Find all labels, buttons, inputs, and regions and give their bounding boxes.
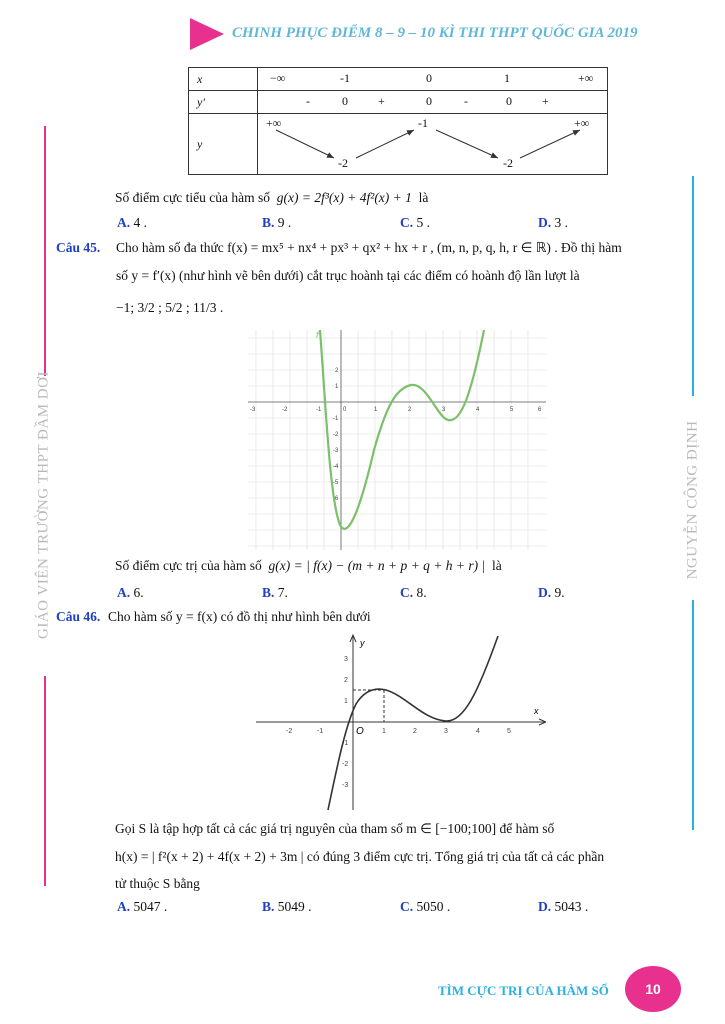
sign: - xyxy=(464,94,468,108)
sign: 0 xyxy=(426,94,432,108)
y-tick: -1 xyxy=(342,740,349,747)
x-tick: 5 xyxy=(510,407,514,413)
x-tick: 2 xyxy=(408,407,412,413)
y-tick: -2 xyxy=(342,761,349,768)
page-number: 10 xyxy=(625,966,681,1012)
q46-graph xyxy=(256,632,546,812)
q44-formula: g(x) = 2f³(x) + 4f²(x) + 1 xyxy=(276,190,412,205)
answer-b[interactable]: B. 9 . xyxy=(262,215,292,230)
footer-title: TÌM CỰC TRỊ CỦA HÀM SỐ xyxy=(438,983,609,998)
q46-para3: tử thuộc S bằng xyxy=(115,876,200,891)
origin-label: O xyxy=(356,726,364,737)
q45-graph xyxy=(248,330,546,550)
x-value: -1 xyxy=(340,71,350,85)
q45-ask: Số điểm cực trị của hàm số g(x) = | f(x) − (m + n + p + q + h + r) | là xyxy=(115,558,502,573)
x-tick: 3 xyxy=(444,728,448,735)
answer-c[interactable]: C. 5 . xyxy=(400,215,430,230)
y-tick: 2 xyxy=(335,368,339,374)
sign: 0 xyxy=(506,94,512,108)
y-tick: -4 xyxy=(333,464,339,470)
x-tick: 4 xyxy=(476,728,480,735)
x-tick: 0 xyxy=(343,407,347,413)
answer-d[interactable]: D. 3 . xyxy=(538,215,568,230)
y-tick: -3 xyxy=(333,448,339,454)
sign: 0 xyxy=(342,94,348,108)
x-value: −∞ xyxy=(270,71,286,85)
table-y-label: y xyxy=(189,114,258,175)
x-tick: -2 xyxy=(286,728,293,735)
x-tick: 5 xyxy=(507,728,511,735)
x-tick: -3 xyxy=(250,407,256,413)
y-axis-label: y xyxy=(360,638,365,648)
variation-arrows xyxy=(258,114,613,174)
y-tick: -6 xyxy=(333,496,339,502)
y-value: -2 xyxy=(338,156,348,170)
x-tick: 2 xyxy=(413,728,417,735)
y-value: -1 xyxy=(418,116,428,130)
y-tick: 1 xyxy=(335,384,339,390)
q45-label: Câu 45. xyxy=(56,240,101,255)
x-tick: 4 xyxy=(476,407,480,413)
y-tick: -5 xyxy=(333,480,339,486)
q44-text: Số điểm cực tiểu của hàm số g(x) = 2f³(x) + 4f²(x) + 1 là xyxy=(115,190,429,205)
q46-para1: Gọi S là tập hợp tất cả các giá trị nguyên của tham số m ∈ [−100;100] để hàm số xyxy=(115,821,555,836)
answer-a[interactable]: A. 6. xyxy=(117,585,144,600)
y-tick: -2 xyxy=(333,432,339,438)
answer-b[interactable]: B. 7. xyxy=(262,585,288,600)
y-tick: 3 xyxy=(344,656,348,663)
left-divider xyxy=(44,676,46,886)
y-tick: -3 xyxy=(342,782,349,789)
x-tick: 1 xyxy=(374,407,378,413)
q46-label: Câu 46. xyxy=(56,609,101,624)
x-tick: 3 xyxy=(442,407,446,413)
q46-para2: h(x) = | f²(x + 2) + 4f(x + 2) + 3m | có đúng 3 điểm cực trị. Tổng giá trị của tất cả các phần xyxy=(115,849,605,864)
answer-c[interactable]: C. 5050 . xyxy=(400,899,451,914)
table-yp-label: y' xyxy=(189,91,258,114)
sign: + xyxy=(542,94,549,108)
x-tick: -1 xyxy=(316,407,322,413)
x-value: +∞ xyxy=(578,71,594,85)
answer-a[interactable]: A. 5047 . xyxy=(117,899,168,914)
variation-table xyxy=(188,67,608,175)
left-divider xyxy=(44,126,46,376)
q45-line2: số y = f′(x) (như hình vẽ bên dưới) cắt trục hoành tại các điểm có hoành độ lần lượt là xyxy=(116,268,580,283)
y-value: +∞ xyxy=(574,116,590,130)
y-tick: 2 xyxy=(344,677,348,684)
answer-d[interactable]: D. 5043 . xyxy=(538,899,589,914)
x-tick: -1 xyxy=(317,728,324,735)
answer-c[interactable]: C. 8. xyxy=(400,585,427,600)
q45-line1: Cho hàm số đa thức f(x) = mx⁵ + nx⁴ + px³ + qx² + hx + r , (m, n, p, q, h, r ∈ ℝ) . Đồ thị hàm xyxy=(116,240,622,255)
x-value: 1 xyxy=(504,71,510,85)
y-tick: -1 xyxy=(333,416,339,422)
left-side-text: GIÁO VIÊN TRƯỜNG THPT ĐẦM DƠI xyxy=(35,371,52,639)
sign: + xyxy=(378,94,385,108)
table-x-label: x xyxy=(189,68,258,91)
right-side-text: NGUYỄN CÔNG ĐỊNH xyxy=(684,420,701,580)
sign: - xyxy=(306,94,310,108)
x-value: 0 xyxy=(426,71,432,85)
curve-label: f' xyxy=(316,330,321,340)
x-tick: -2 xyxy=(282,407,288,413)
x-tick: 1 xyxy=(382,728,386,735)
header-title: CHINH PHỤC ĐIỂM 8 – 9 – 10 KÌ THI THPT QUỐC GIA 2019 xyxy=(232,25,638,41)
q46-line1: Cho hàm số y = f(x) có đồ thị như hình bên dưới xyxy=(108,609,371,624)
q45-formula: g(x) = | f(x) − (m + n + p + q + h + r) | xyxy=(268,558,486,573)
x-tick: 6 xyxy=(538,407,542,413)
right-divider xyxy=(692,176,694,396)
header-triangle-icon xyxy=(190,18,224,50)
y-tick: 1 xyxy=(344,698,348,705)
x-axis-label: x xyxy=(534,706,539,716)
right-divider xyxy=(692,600,694,830)
answer-a[interactable]: A. 4 . xyxy=(117,215,147,230)
y-value: +∞ xyxy=(266,116,282,130)
answer-d[interactable]: D. 9. xyxy=(538,585,565,600)
answer-b[interactable]: B. 5049 . xyxy=(262,899,312,914)
y-value: -2 xyxy=(503,156,513,170)
q45-line3: −1; 3/2 ; 5/2 ; 11/3 . xyxy=(116,300,224,315)
